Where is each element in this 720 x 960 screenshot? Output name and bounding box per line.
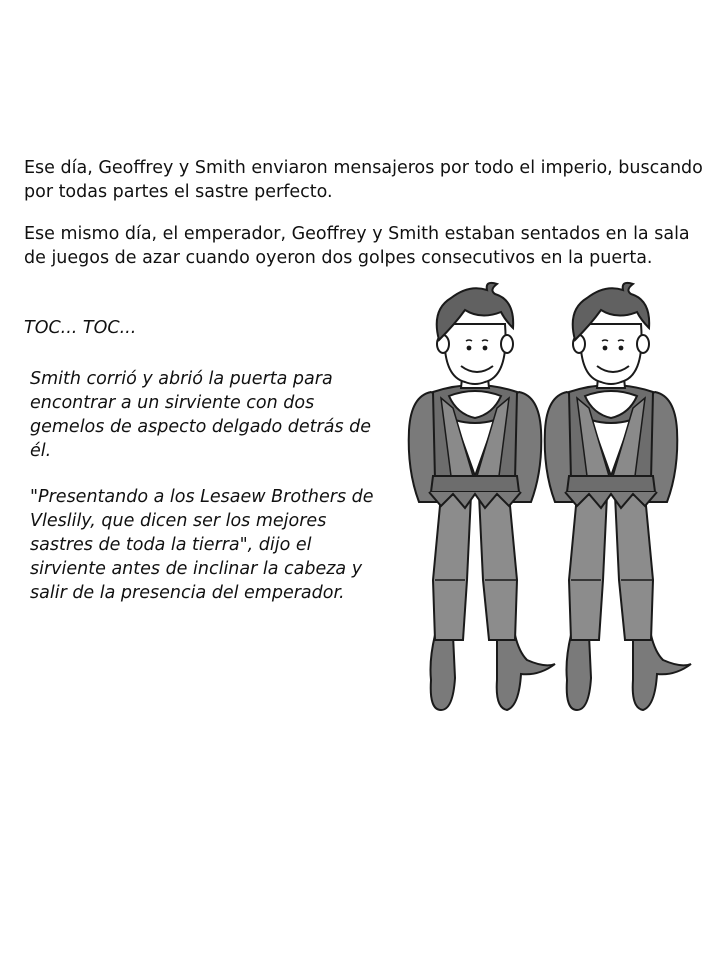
story-paragraph-2: Ese mismo día, el emperador, Geoffrey y Smith estaban sentados en la sala de juegos de azar cuando oyeron dos golpes consecutivos en la puerta.	[24, 224, 690, 268]
twin-tailors-illustration	[395, 280, 695, 720]
story-paragraph-1: Ese día, Geoffrey y Smith enviaron mensajeros por todo el imperio, buscando por todas partes el sastre perfecto.	[24, 158, 703, 202]
story-paragraph-4: "Presentando a los Lesaew Brothers de Vleslily, que dicen ser los mejores sastres de toda la tierra", dijo el sirviente antes de inclinar la cabeza y salir de la presencia del emperador.	[30, 487, 374, 603]
story-paragraph-3: Smith corrió y abrió la puerta para encontrar a un sirviente con dos gemelos de aspecto delgado detrás de él.	[30, 369, 372, 461]
knock-sound-text: TOC... TOC...	[24, 318, 137, 338]
